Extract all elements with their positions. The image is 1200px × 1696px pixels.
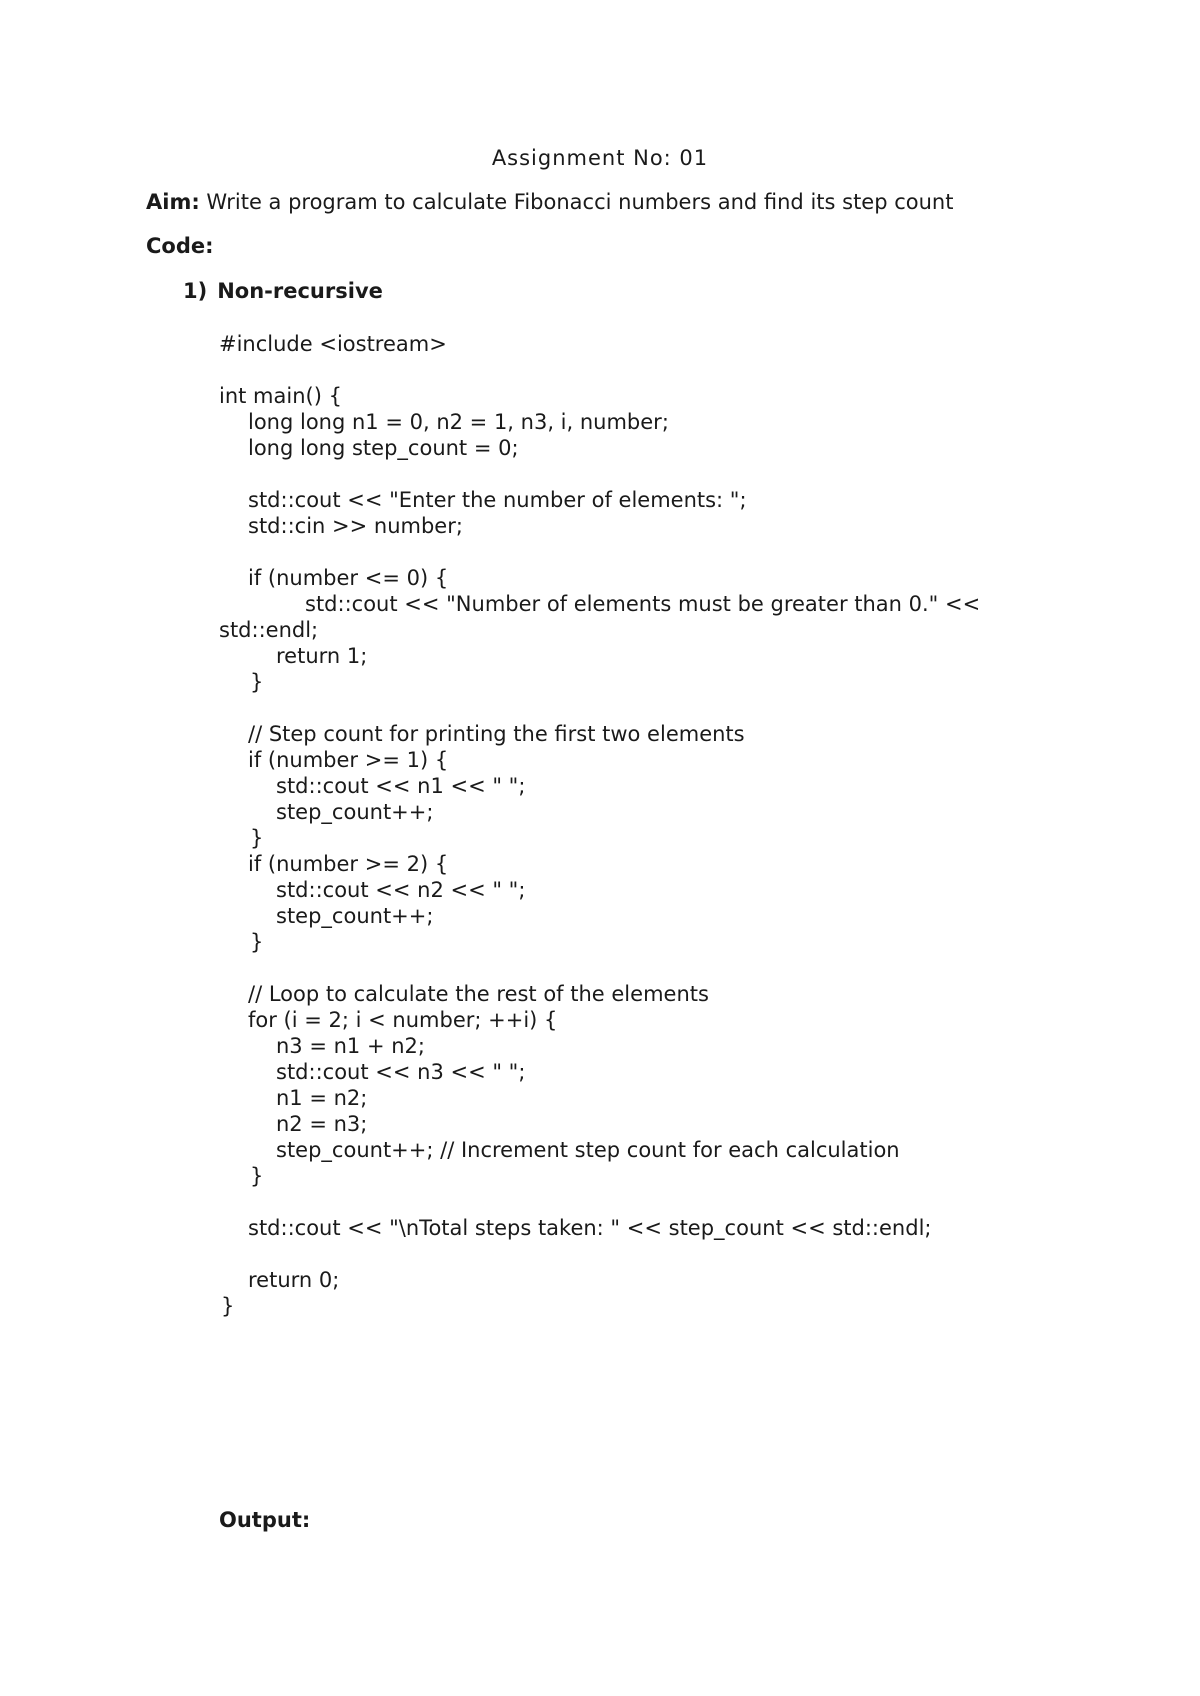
code-line: step_count++;: [276, 904, 434, 928]
code-line: if (number >= 2) {: [248, 852, 449, 876]
code-line: n1 = n2;: [276, 1086, 368, 1110]
code-line: step_count++;: [276, 800, 434, 824]
code-line: std::cout << n3 << " ";: [276, 1060, 526, 1084]
code-line: int main() {: [219, 384, 342, 408]
code-line: #include <iostream>: [219, 332, 447, 356]
code-line: }: [250, 1164, 264, 1188]
aim-statement: [146, 188, 953, 216]
code-line: }: [250, 930, 264, 954]
code-line: if (number >= 1) {: [248, 748, 449, 772]
code-line: std::cout << "Enter the number of elements: ";: [248, 488, 747, 512]
aim-label: Aim:: [146, 190, 200, 214]
code-line: long long step_count = 0;: [248, 436, 519, 460]
section-title: Non-recursive: [217, 279, 383, 303]
output-label: Output:: [219, 1508, 311, 1532]
code-line: std::endl;: [219, 618, 319, 642]
code-line: step_count++; // Increment step count for each calculation: [276, 1138, 900, 1162]
code-line: for (i = 2; i < number; ++i) {: [248, 1008, 558, 1032]
section-number: 1): [183, 279, 208, 303]
code-label: Code:: [146, 234, 214, 258]
code-line: long long n1 = 0, n2 = 1, n3, i, number;: [248, 410, 669, 434]
code-line: std::cout << "Number of elements must be greater than 0." <<: [305, 592, 981, 616]
page-title: Assignment No: 01: [491, 146, 709, 170]
code-line: }: [250, 670, 264, 694]
code-line: if (number <= 0) {: [248, 566, 449, 590]
code-line: return 0;: [248, 1268, 340, 1292]
code-line: std::cout << n1 << " ";: [276, 774, 526, 798]
code-line: return 1;: [276, 644, 368, 668]
code-line: // Step count for printing the first two elements: [248, 722, 745, 746]
code-line: std::cout << n2 << " ";: [276, 878, 526, 902]
code-line: std::cin >> number;: [248, 514, 463, 538]
code-line: }: [221, 1294, 235, 1318]
code-line: n3 = n1 + n2;: [276, 1034, 425, 1058]
section-heading: [183, 277, 383, 305]
code-line: // Loop to calculate the rest of the elements: [248, 982, 709, 1006]
aim-text: Write a program to calculate Fibonacci numbers and find its step count: [206, 190, 954, 214]
code-line: }: [250, 826, 264, 850]
code-line: std::cout << "\nTotal steps taken: " << step_count << std::endl;: [248, 1216, 932, 1240]
code-line: n2 = n3;: [276, 1112, 368, 1136]
